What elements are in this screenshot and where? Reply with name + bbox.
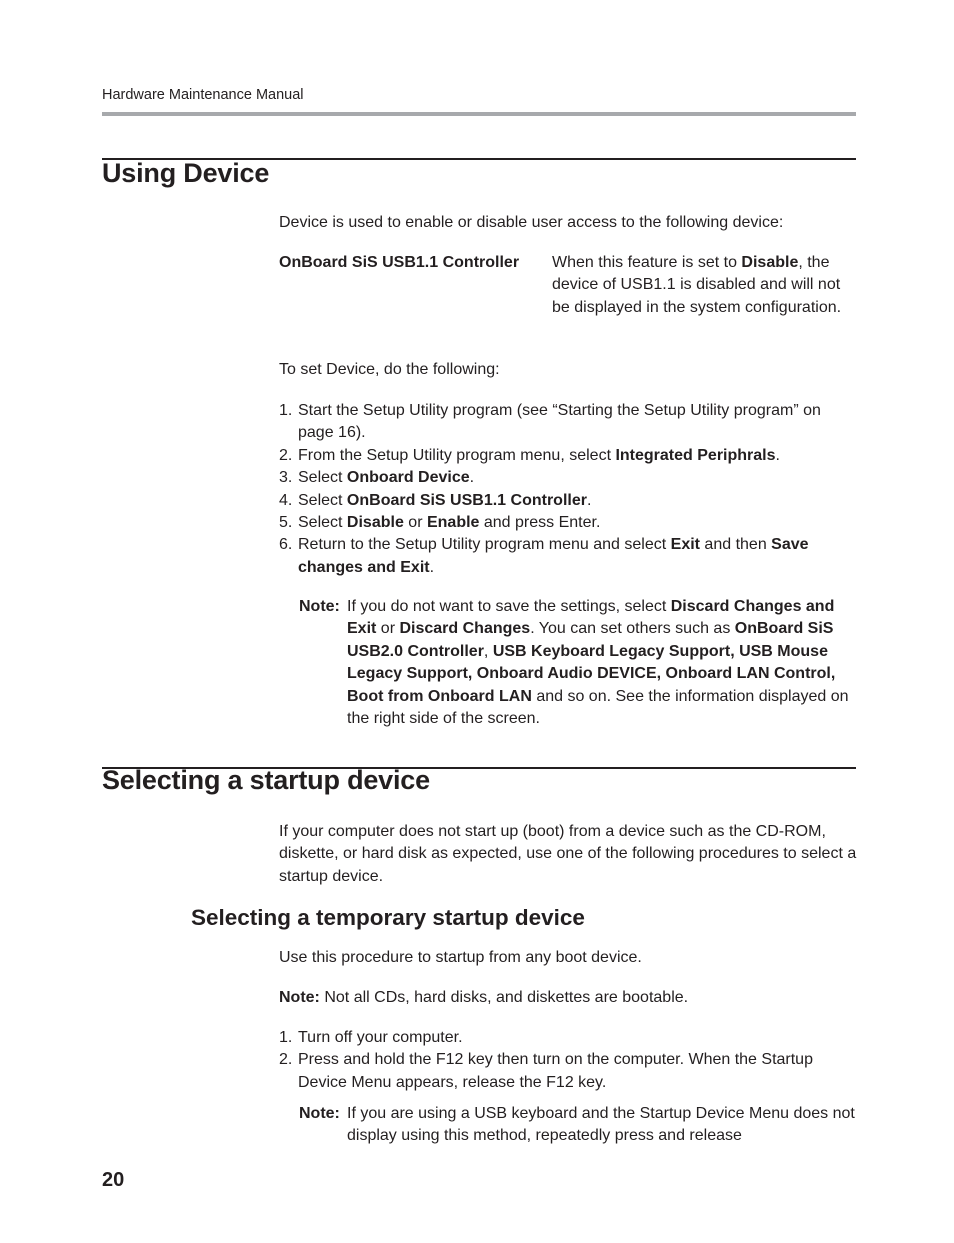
text-run: If you do not want to save the settings, select (347, 598, 671, 615)
bold-term: Discard Changes and Exit (347, 598, 835, 638)
startup-intro: If your computer does not start up (boot) from a device such as the CD-ROM, diskette, or hard disk as expected, use one of the following procedures to select a startup device. (279, 823, 857, 885)
bold-term: Exit (670, 536, 700, 554)
bold-term: Discard Changes (399, 620, 531, 638)
text-run: and so on. See the information displayed on the right side of the screen. (347, 687, 849, 728)
bold-term: Enable (426, 514, 480, 532)
list-item-number: 2. (279, 1051, 293, 1069)
bold-term: USB Keyboard Legacy Support, USB Mouse Legacy Support, Onboard Audio DEVICE, Onboard LAN Control, Boot from Onboard LAN (347, 642, 836, 705)
text-run: . (586, 491, 592, 509)
bold-term: Save changes and Exit (298, 536, 809, 576)
list-item (279, 445, 859, 467)
text-run: . (469, 469, 475, 487)
bold-term: Integrated Periphrals (615, 446, 776, 464)
steps-list-startup (279, 1027, 859, 1094)
heading-using-device: Using Device (102, 158, 270, 188)
definition-text: When this feature is set to Disable, the device of USB1.1 is disabled and will not be displayed in the system configuration. (552, 254, 842, 316)
definition-term: OnBoard SiS USB1.1 Controller (279, 254, 520, 271)
text-run: . You can set others such as (530, 620, 735, 638)
bold-term: Disable (346, 514, 404, 532)
list-item (279, 490, 859, 512)
startup-sub-intro: Use this procedure to startup from any boot device. (279, 949, 642, 966)
list-item (279, 467, 859, 489)
list-item-number: 4. (279, 491, 293, 509)
note-text (347, 596, 859, 730)
text-run: Select (298, 514, 347, 532)
list-item (279, 534, 859, 579)
text-run: Select (298, 469, 347, 487)
note-text: Not all CDs, hard disks, and diskettes are bootable. (324, 989, 689, 1006)
text-run: Press and hold the F12 key then turn on the computer. When the Startup Device Menu appears, release the F12 key. (298, 1051, 813, 1091)
text-run: or (376, 620, 400, 638)
list-item-number: 1. (279, 1029, 293, 1046)
text-run: Select (298, 491, 347, 509)
note-text: If you are using a USB keyboard and the Startup Device Menu does not display using this method, repeatedly press and release (347, 1105, 855, 1145)
using-device-intro: Device is used to enable or disable user access to the following device: (279, 214, 784, 231)
list-item (279, 400, 859, 445)
list-item (279, 1027, 859, 1049)
list-item-number: 5. (279, 514, 293, 532)
text-run: , (483, 642, 493, 660)
text-run: From the Setup Utility program menu, select (298, 446, 616, 464)
text-run: Return to the Setup Utility program menu and select (298, 536, 671, 554)
note-label: Note: (299, 1105, 340, 1122)
running-header: Hardware Maintenance Manual (102, 87, 304, 103)
bold-term: OnBoard SiS USB2.0 Controller (347, 620, 834, 660)
heading-temporary-startup-device: Selecting a temporary startup device (191, 905, 585, 930)
list-item-number: 6. (279, 536, 293, 554)
steps-intro: To set Device, do the following: (279, 361, 500, 378)
text-run: and then (699, 536, 772, 554)
list-item-number: 1. (279, 402, 293, 419)
header-rule (102, 112, 856, 116)
page-number: 20 (102, 1169, 125, 1191)
text-run: . (775, 446, 780, 464)
text-run: Start the Setup Utility program (see “Starting the Setup Utility program” on page 16). (298, 402, 821, 442)
text-run: Turn off your computer. (298, 1029, 463, 1046)
text-run: and press Enter. (479, 514, 601, 532)
bold-term: OnBoard SiS USB1.1 Controller (346, 491, 587, 509)
heading-selecting-startup-device: Selecting a startup device (102, 765, 430, 795)
note-discard (299, 596, 859, 730)
list-item (279, 1049, 859, 1094)
list-item-number: 2. (279, 446, 293, 464)
bold-term: Onboard Device (346, 469, 470, 487)
text-run: . (429, 558, 435, 576)
steps-list-using-device (279, 400, 859, 579)
note-bootable (279, 987, 859, 1009)
note-label: Note: (299, 598, 340, 615)
note-usb-keyboard (299, 1103, 859, 1148)
text-run: or (403, 514, 427, 532)
note-label: Note: (279, 989, 320, 1006)
list-item (279, 512, 859, 534)
list-item-number: 3. (279, 469, 293, 487)
